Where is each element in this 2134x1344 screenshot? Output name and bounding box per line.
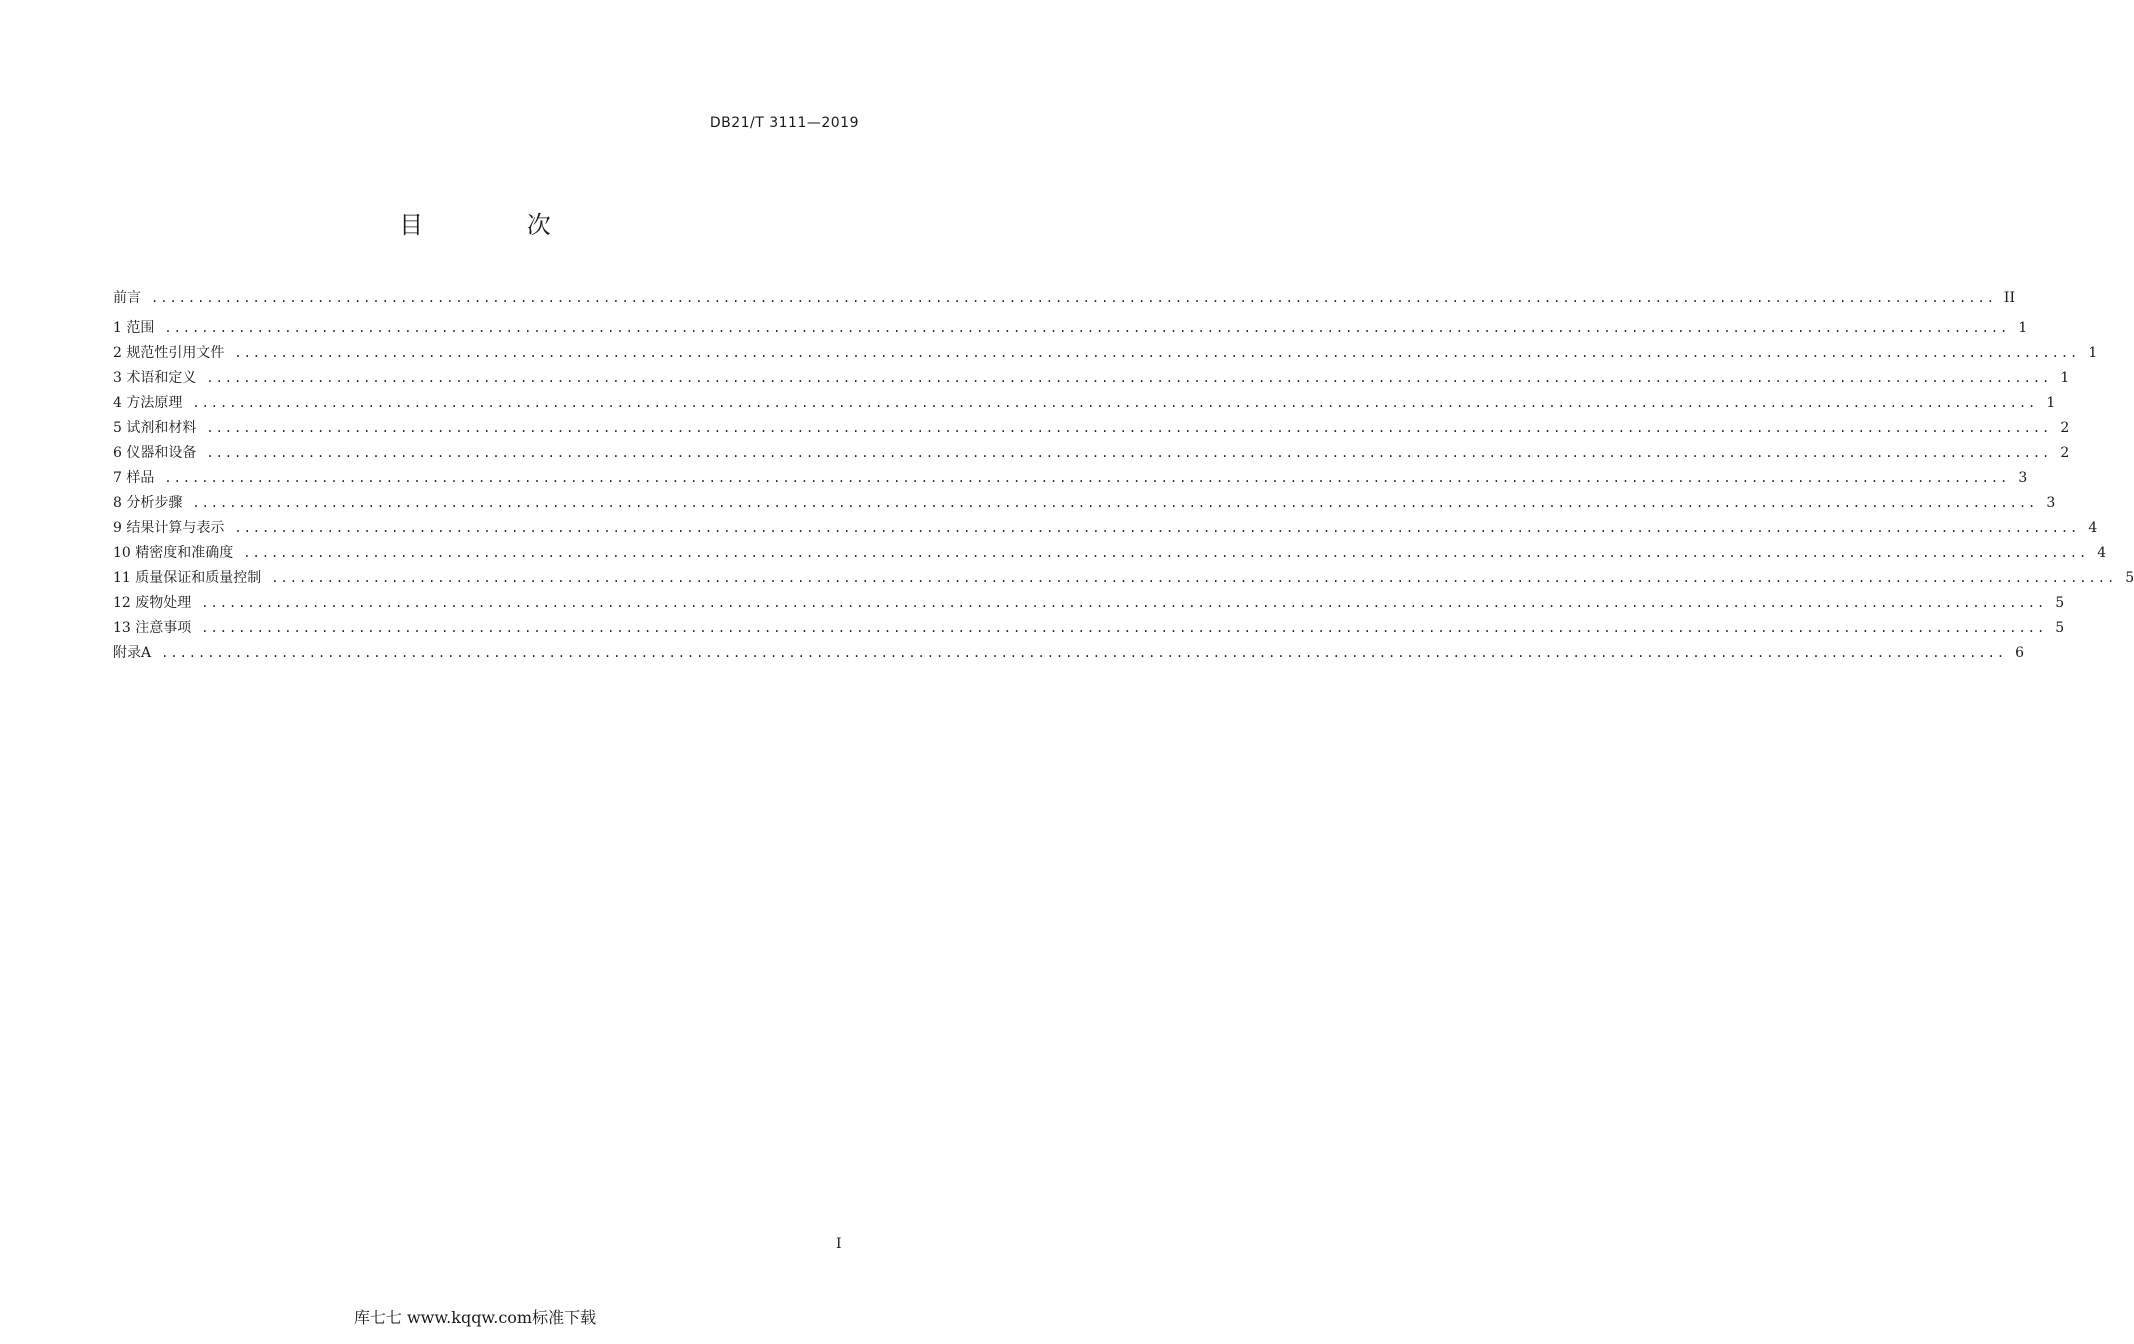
toc-entry-label: 11 质量保证和质量控制 — [113, 570, 262, 586]
document-code: DB21/T 3111—2019 — [709, 115, 859, 131]
toc-entry-label: 2 规范性引用文件 — [113, 345, 225, 361]
toc-entry-samples[interactable] — [113, 466, 2028, 491]
toc-entry-normative-references[interactable] — [113, 341, 2098, 366]
toc-leader-dots: ........................................................................................................................................................................................................ — [234, 521, 2080, 535]
toc-entry-scope[interactable] — [113, 316, 2028, 341]
toc-leader-dots: ........................................................................................................................................................................................................ — [164, 321, 2010, 335]
toc-leader-dots: ........................................................................................................................................................................................................ — [201, 596, 2047, 610]
toc-leader-dots: ........................................................................................................................................................................................................ — [192, 496, 2038, 510]
toc-entry-label: 12 废物处理 — [113, 595, 192, 611]
toc-leader-dots: ........................................................................................................................................................................................................ — [192, 396, 2038, 410]
toc-entry-page: 1 — [2060, 370, 2070, 386]
toc-entry-appendix-a[interactable] — [113, 641, 2025, 666]
toc-entry-label: 前言 — [113, 290, 141, 306]
toc-entry-precautions[interactable] — [113, 616, 2065, 641]
toc-leader-dots: ........................................................................................................................................................................................................ — [206, 421, 2052, 435]
toc-entry-page: 3 — [2018, 470, 2028, 486]
toc-leader-dots: ........................................................................................................................................................................................................ — [206, 371, 2052, 385]
toc-entry-label: 7 样品 — [113, 470, 155, 486]
toc-leader-dots: ........................................................................................................................................................................................................ — [151, 291, 1996, 305]
toc-entry-page: 2 — [2060, 420, 2070, 436]
toc-entry-label: 5 试剂和材料 — [113, 420, 197, 436]
toc-entry-page: 6 — [2015, 645, 2025, 661]
toc-entry-label: 4 方法原理 — [113, 395, 183, 411]
toc-entry-apparatus[interactable] — [113, 441, 2070, 466]
toc-entry-page: 5 — [2055, 620, 2065, 636]
toc-entry-results[interactable] — [113, 516, 2098, 541]
toc-entry-page: 1 — [2018, 320, 2028, 336]
toc-entry-label: 附录A — [113, 645, 152, 661]
toc-entry-page: 5 — [2125, 570, 2134, 586]
table-of-contents — [113, 286, 2134, 666]
toc-entry-page: II — [2003, 290, 2015, 306]
toc-leader-dots: ........................................................................................................................................................................................................ — [161, 646, 2007, 660]
toc-leader-dots: ........................................................................................................................................................................................................ — [271, 571, 2117, 585]
page-title: 目 次 — [399, 211, 599, 239]
toc-leader-dots: ........................................................................................................................................................................................................ — [164, 471, 2010, 485]
toc-entry-label: 10 精密度和准确度 — [113, 545, 234, 561]
toc-entry-reagents-materials[interactable] — [113, 416, 2070, 441]
toc-entry-label: 3 术语和定义 — [113, 370, 197, 386]
page-number: I — [836, 1236, 842, 1252]
toc-entry-label: 8 分析步骤 — [113, 495, 183, 511]
toc-leader-dots: ........................................................................................................................................................................................................ — [206, 446, 2052, 460]
footer-watermark: 库七七 www.kqqw.com标准下载 — [353, 1308, 597, 1327]
toc-entry-page: 3 — [2046, 495, 2056, 511]
toc-entry-terms-definitions[interactable] — [113, 366, 2070, 391]
toc-entry-page: 5 — [2055, 595, 2065, 611]
toc-leader-dots: ........................................................................................................................................................................................................ — [201, 621, 2047, 635]
toc-entry-page: 4 — [2088, 520, 2098, 536]
toc-entry-method-principle[interactable] — [113, 391, 2056, 416]
toc-entry-analysis-steps[interactable] — [113, 491, 2056, 516]
toc-entry-page: 2 — [2060, 445, 2070, 461]
toc-leader-dots: ........................................................................................................................................................................................................ — [234, 346, 2080, 360]
toc-entry-waste-disposal[interactable] — [113, 591, 2065, 616]
toc-entry-label: 13 注意事项 — [113, 620, 192, 636]
toc-entry-page: 4 — [2097, 545, 2107, 561]
toc-entry-page: 1 — [2046, 395, 2056, 411]
toc-entry-page: 1 — [2088, 345, 2098, 361]
toc-entry-foreword[interactable] — [113, 286, 2015, 311]
toc-entry-label: 9 结果计算与表示 — [113, 520, 225, 536]
toc-entry-label: 1 范围 — [113, 320, 155, 336]
toc-entry-quality-control[interactable] — [113, 566, 2134, 591]
toc-entry-precision-accuracy[interactable] — [113, 541, 2107, 566]
toc-entry-label: 6 仪器和设备 — [113, 445, 197, 461]
toc-leader-dots: ........................................................................................................................................................................................................ — [243, 546, 2089, 560]
